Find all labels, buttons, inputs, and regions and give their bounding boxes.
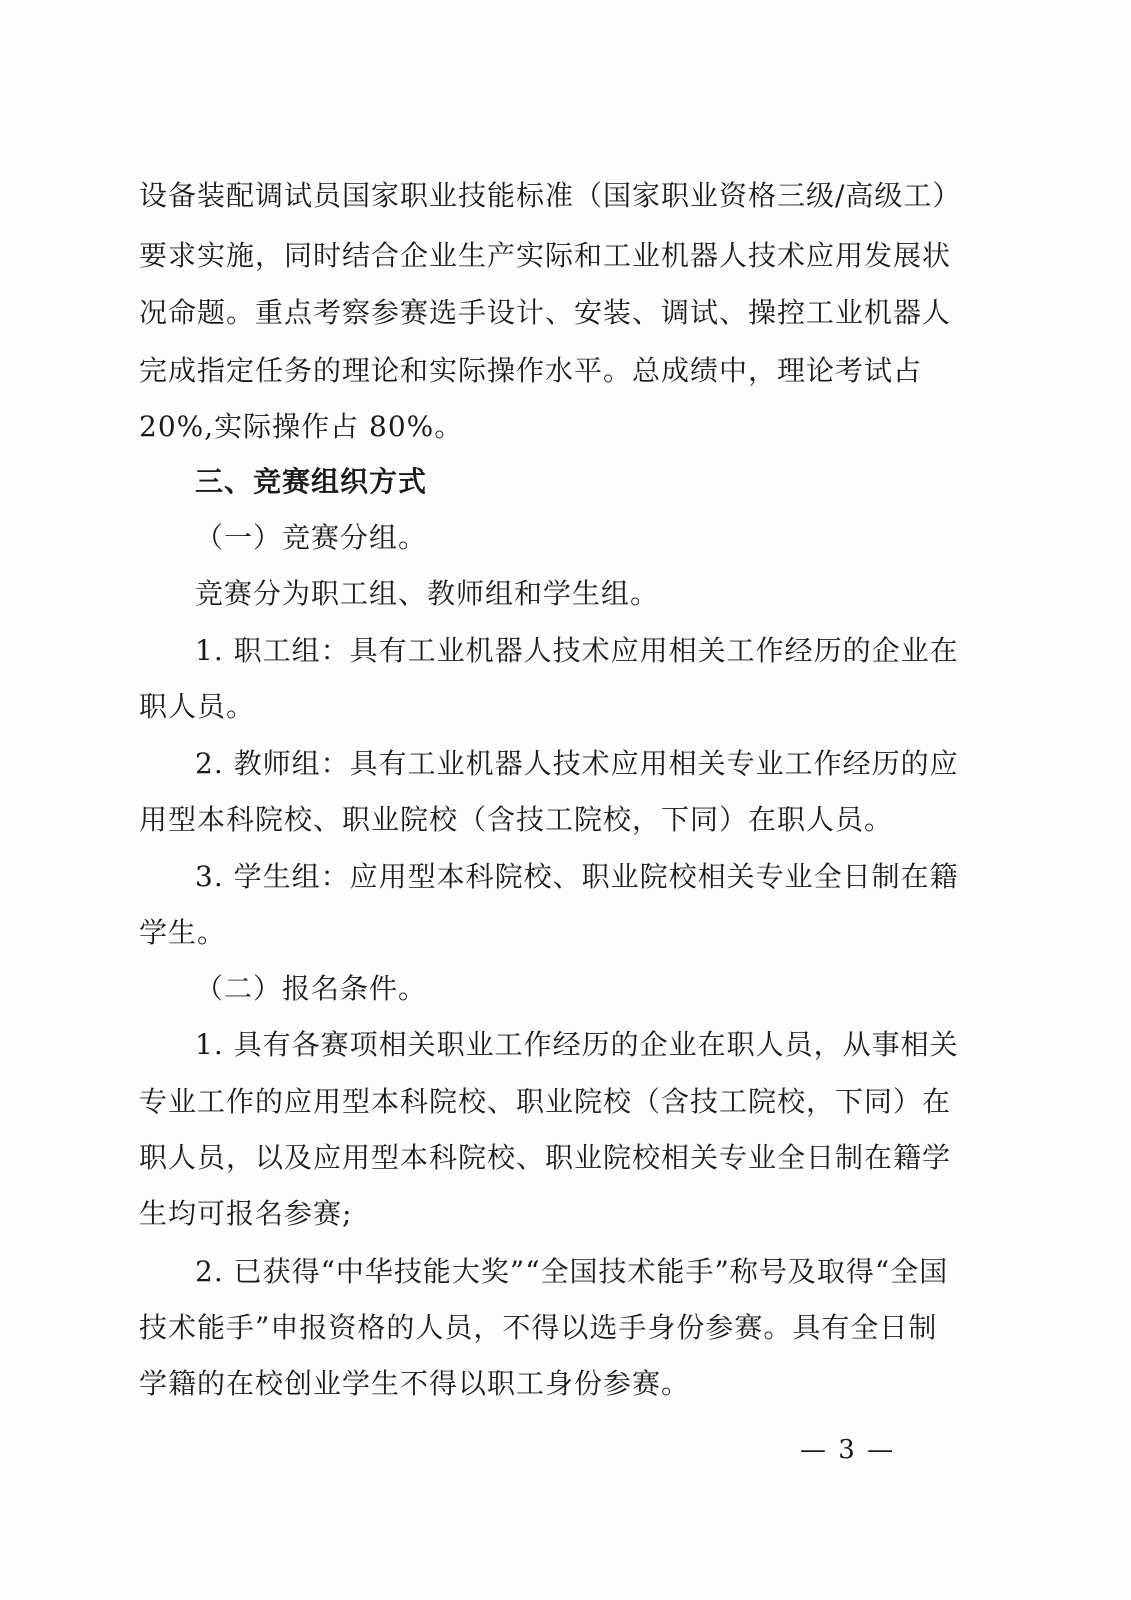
list-item-line: 1. 具有各赛项相关职业工作经历的企业在职人员，从事相关 [195, 1028, 959, 1061]
page-number: — 3 — [800, 1435, 896, 1465]
body-text-line: 生均可报名参赛; [139, 1197, 353, 1230]
body-text-line: 职人员，以及应用型本科院校、职业院校相关专业全日制在籍学 [139, 1141, 952, 1174]
body-text-line: 学生。 [139, 916, 227, 949]
body-text-line: 用型本科院校、职业院校（含技工院校，下同）在职人员。 [139, 803, 894, 836]
subsection-heading: （二）报名条件。 [195, 972, 428, 1005]
list-item-line: 1. 职工组：具有工业机器人技术应用相关工作经历的企业在 [195, 634, 959, 667]
list-item-line: 3. 学生组：应用型本科院校、职业院校相关专业全日制在籍 [195, 860, 959, 893]
body-text-line: 20%,实际操作占 80%。 [139, 410, 464, 443]
body-text-line: 要求实施，同时结合企业生产实际和工业机器人技术应用发展状 [139, 239, 952, 272]
body-text-line: 职人员。 [139, 690, 256, 723]
body-text-line: 专业工作的应用型本科院校、职业院校（含技工院校，下同）在 [139, 1085, 952, 1118]
body-text-line: 完成指定任务的理论和实际操作水平。总成绩中，理论考试占 [139, 354, 923, 387]
body-text-line: 竞赛分为职工组、教师组和学生组。 [195, 577, 660, 610]
section-heading: 三、竞赛组织方式 [195, 465, 428, 498]
body-text-line: 学籍的在校创业学生不得以职工身份参赛。 [139, 1367, 691, 1400]
body-text-line: 况命题。重点考察参赛选手设计、安装、调试、操控工业机器人 [139, 296, 952, 329]
body-text-line: 技术能手”申报资格的人员，不得以选手身份参赛。具有全日制 [139, 1311, 938, 1344]
subsection-heading: （一）竞赛分组。 [195, 521, 428, 554]
list-item-line: 2. 已获得“中华技能大奖”“全国技术能手”称号及取得“全国 [195, 1255, 949, 1288]
body-text-line: 设备装配调试员国家职业技能标准（国家职业资格三级/高级工） [139, 179, 962, 212]
list-item-line: 2. 教师组：具有工业机器人技术应用相关专业工作经历的应 [195, 747, 959, 780]
